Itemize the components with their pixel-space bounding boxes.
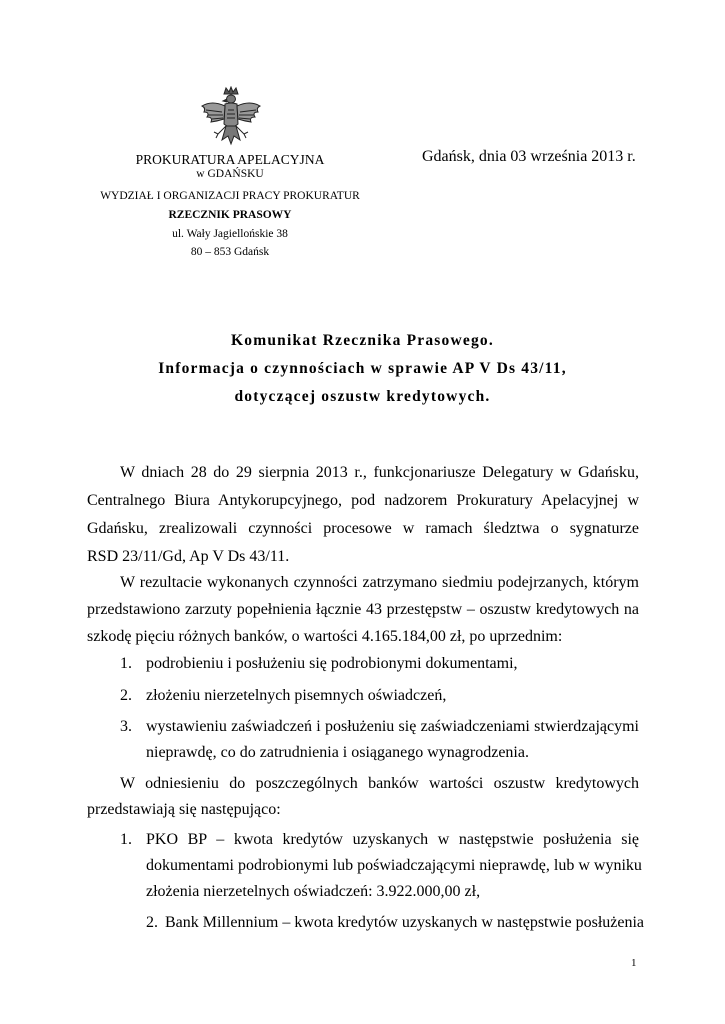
paragraph-1-line-3: Gdańsku, zrealizowali czynności procesowe w ramach śledztwa o sygnaturze <box>87 520 639 537</box>
list-2-item-1-text-line-2: dokumentami podrobionymi lub poświadczającymi nieprawdę, lub w wyniku <box>146 857 642 874</box>
list-2-item-1-number: 1. <box>120 831 132 848</box>
list-1-item-2-number: 2. <box>120 687 132 704</box>
paragraph-2-line-3: szkodę pięciu różnych banków, o wartości 4.165.184,00 zł, po uprzednim: <box>87 628 563 645</box>
list-2-item-2-text-line-1: Bank Millennium – kwota kredytów uzyskanych w następstwie posłużenia <box>165 914 645 931</box>
list-1-item-1-text: podrobieniu i posłużeniu się podrobionymi dokumentami, <box>146 655 518 672</box>
list-1-item-3-text-line-1: wystawieniu zaświadczeń i posłużeniu się zaświadczeniami stwierdzającymi <box>146 718 639 735</box>
page-number: 1 <box>631 957 637 969</box>
paragraph-1-line-2: Centralnego Biura Antykorupcyjnego, pod nadzorem Prokuratury Apelacyjnej w <box>87 492 639 509</box>
institution-city: w GDAŃSKU <box>196 168 264 180</box>
list-1-item-3-text-line-2: nieprawdę, co do zatrudnienia i osiąganego wynagrodzenia. <box>146 744 529 761</box>
paragraph-3-line-1: W odniesieniu do poszczególnych banków wartości oszustw kredytowych <box>120 775 639 792</box>
address-postal: 80 – 853 Gdańsk <box>190 246 270 258</box>
role-title: RZECZNIK PRASOWY <box>168 209 292 221</box>
list-1-item-3-number: 3. <box>120 718 132 735</box>
list-2-item-2-number: 2. <box>146 914 158 931</box>
polish-eagle-emblem-icon <box>198 86 264 152</box>
document-title: Komunikat Rzecznika Prasowego. <box>231 332 494 349</box>
list-2-item-1-text-line-3: złożenia nierzetelnych oświadczeń: 3.922.000,00 zł, <box>146 883 481 900</box>
list-1-item-2-text: złożeniu nierzetelnych pisemnych oświadczeń, <box>146 687 447 704</box>
document-subtitle-line-2: dotyczącej oszustw kredytowych. <box>234 388 491 405</box>
address-street: ul. Wały Jagiellońskie 38 <box>172 228 288 240</box>
paragraph-2-line-1: W rezultacie wykonanych czynności zatrzymano siedmiu podejrzanych, którym <box>120 574 639 591</box>
paragraph-2-line-2: przedstawiono zarzuty popełnienia łącznie 43 przestępstw – oszustw kredytowych na <box>87 601 639 618</box>
document-subtitle-line-1: Informacja o czynnościach w sprawie AP V Ds 43/11, <box>158 360 567 377</box>
department-name: WYDZIAŁ I ORGANIZACJI PRACY PROKURATUR <box>100 190 360 202</box>
list-1-item-1-number: 1. <box>120 655 132 672</box>
document-date: Gdańsk, dnia 03 września 2013 r. <box>422 148 636 165</box>
list-2-item-1-text-line-1: PKO BP – kwota kredytów uzyskanych w następstwie posłużenia się <box>146 831 639 848</box>
paragraph-1-line-4: RSD 23/11/Gd, Ap V Ds 43/11. <box>87 548 290 565</box>
paragraph-3-line-2: przedstawiają się następująco: <box>87 801 281 818</box>
institution-name: PROKURATURA APELACYJNA <box>135 152 325 167</box>
paragraph-1-line-1: W dniach 28 do 29 sierpnia 2013 r., funkcjonariusze Delegatury w Gdańsku, <box>120 464 639 481</box>
